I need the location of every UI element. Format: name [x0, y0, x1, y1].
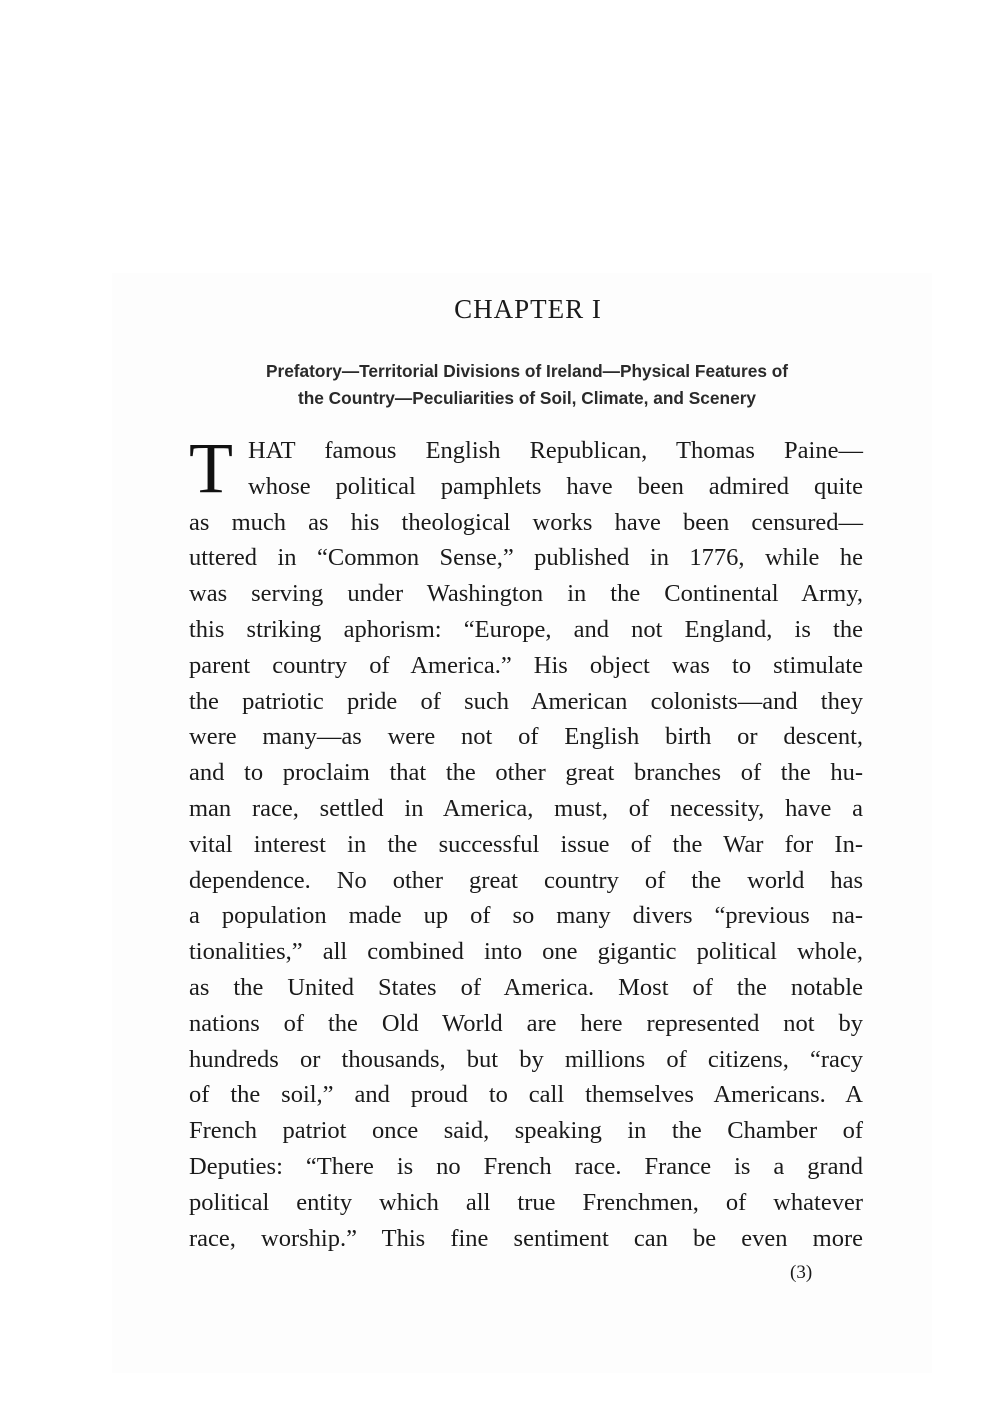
text-line: vital interest in the successful issue of the War for In-	[189, 830, 863, 858]
chapter-synopsis	[188, 358, 866, 412]
text-line: uttered in “Common Sense,” published in 1776, while he	[189, 544, 863, 572]
drop-cap: T	[189, 428, 233, 508]
text-line: dependence. No other great country of the world has	[189, 866, 863, 894]
text-line: this striking aphorism: “Europe, and not England, is the	[189, 615, 863, 643]
text-line: French patriot once said, speaking in the Chamber of	[189, 1117, 863, 1145]
text-line: political entity which all true Frenchmen, of whatever	[189, 1188, 863, 1216]
text-line: were many—as were not of English birth or descent,	[189, 723, 863, 751]
synopsis-line: Prefatory—Territorial Divisions of Ireland—Physical Features of	[265, 361, 789, 381]
text-line: whose political pamphlets have been admired quite	[248, 472, 863, 500]
text-line: the patriotic pride of such American colonists—and they	[189, 687, 863, 715]
text-line: and to proclaim that the other great branches of the hu-	[189, 759, 863, 787]
chapter-title: CHAPTER I	[454, 294, 602, 324]
text-line: nations of the Old World are here represented not by	[189, 1009, 863, 1037]
text-line: parent country of America.” His object was to stimulate	[189, 651, 863, 679]
text-line: tionalities,” all combined into one gigantic political whole,	[189, 938, 863, 966]
synopsis-line: the Country—Peculiarities of Soil, Climate, and Scenery	[297, 388, 757, 408]
text-line: man race, settled in America, must, of necessity, have a	[189, 794, 863, 822]
text-line: race, worship.” This fine sentiment can be even more	[189, 1224, 863, 1252]
text-line: was serving under Washington in the Continental Army,	[189, 580, 863, 608]
text-line: of the soil,” and proud to call themselves Americans. A	[189, 1081, 863, 1109]
body-paragraph	[189, 428, 863, 1256]
text-line: as the United States of America. Most of the notable	[189, 973, 863, 1001]
text-line: a population made up of so many divers “previous na-	[189, 902, 863, 930]
text-line: hundreds or thousands, but by millions of citizens, “racy	[189, 1045, 863, 1073]
text-line: Deputies: “There is no French race. France is a grand	[189, 1152, 863, 1180]
text-line: as much as his theological works have been censured—	[189, 508, 863, 536]
text-line: HAT famous English Republican, Thomas Paine—	[248, 437, 863, 464]
page-number: (3)	[790, 1262, 813, 1283]
